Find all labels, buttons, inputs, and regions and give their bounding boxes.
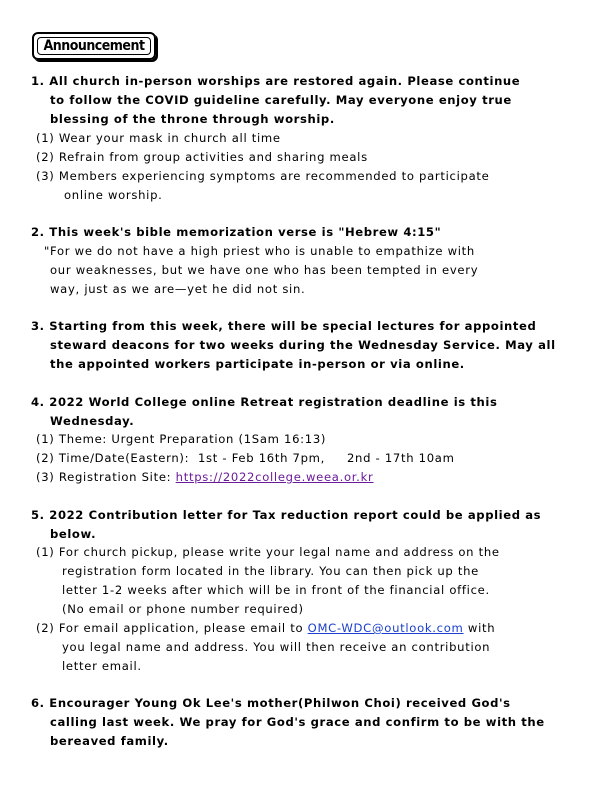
item-5-sub-1: (1) For church pickup, please write your legal name and address on the xyxy=(36,545,500,559)
item-5-sub-1-cont-3: (No email or phone number required) xyxy=(62,602,304,616)
item-1-sub-2: (2) Refrain from group activities and sharing meals xyxy=(36,150,368,164)
item-5-sub-2 xyxy=(36,621,495,635)
item-2-verse-line-1: "For we do not have a high priest who is unable to empathize with xyxy=(44,244,475,258)
page-title: Announcement xyxy=(43,38,145,54)
item-1-sub-3-cont: online worship. xyxy=(64,188,163,202)
item-6-heading-line-2: calling last week. We pray for God's grace and confirm to be with the xyxy=(50,715,545,729)
item-2-verse-line-3: way, just as we are—yet he did not sin. xyxy=(50,282,306,296)
item-6-heading-line-1: 6. Encourager Young Ok Lee's mother(Philwon Choi) received God's xyxy=(31,696,511,710)
item-4-heading-line-2: Wednesday. xyxy=(50,414,135,428)
item-4-heading-line-1: 4. 2022 World College online Retreat registration deadline is this xyxy=(31,395,498,409)
registration-site-link[interactable]: https://2022college.weea.or.kr xyxy=(175,470,374,484)
item-5-sub-1-cont-2: letter 1-2 weeks after which will be in front of the financial office. xyxy=(62,583,490,597)
item-1-sub-3: (3) Members experiencing symptoms are recommended to participate xyxy=(36,169,490,183)
item-1-heading-line-3: blessing of the throne through worship. xyxy=(50,112,335,126)
item-4-sub-1: (1) Theme: Urgent Preparation (1Sam 16:13) xyxy=(36,432,327,446)
email-prefix: (2) For email application, please email to xyxy=(36,621,308,635)
item-2-heading: 2. This week's bible memorization verse is "Hebrew 4:15" xyxy=(31,225,442,239)
item-5-sub-2-cont-2: letter email. xyxy=(62,659,142,673)
item-3-heading-line-2: steward deacons for two weeks during the Wednesday Service. May all xyxy=(50,338,556,352)
email-suffix: with xyxy=(463,621,496,635)
item-1-heading-line-2: to follow the COVID guideline carefully. May everyone enjoy true xyxy=(50,93,512,107)
item-1-sub-1: (1) Wear your mask in church all time xyxy=(36,131,281,145)
title-box xyxy=(32,32,156,60)
item-2-verse-line-2: our weaknesses, but we have one who has been tempted in every xyxy=(50,263,479,277)
item-5-sub-2-cont-1: you legal name and address. You will then receive an contribution xyxy=(62,640,491,654)
item-4-sub-3 xyxy=(36,470,373,484)
email-link[interactable]: OMC-WDC@outlook.com xyxy=(307,621,464,635)
item-3-heading-line-1: 3. Starting from this week, there will be special lectures for appointed xyxy=(31,319,537,333)
item-1-heading-line-1: 1. All church in-person worships are restored again. Please continue xyxy=(31,74,521,88)
item-5-sub-1-cont-1: registration form located in the library. You can then pick up the xyxy=(62,564,480,578)
item-3-heading-line-3: the appointed workers participate in-person or via online. xyxy=(50,357,465,371)
item-6-heading-line-3: bereaved family. xyxy=(50,734,169,748)
item-5-heading-line-1: 5. 2022 Contribution letter for Tax reduction report could be applied as xyxy=(31,508,542,522)
item-5-heading-line-2: below. xyxy=(50,527,97,541)
item-4-sub-2: (2) Time/Date(Eastern): 1st - Feb 16th 7pm, 2nd - 17th 10am xyxy=(36,451,455,465)
registration-site-label: (3) Registration Site: xyxy=(36,470,176,484)
